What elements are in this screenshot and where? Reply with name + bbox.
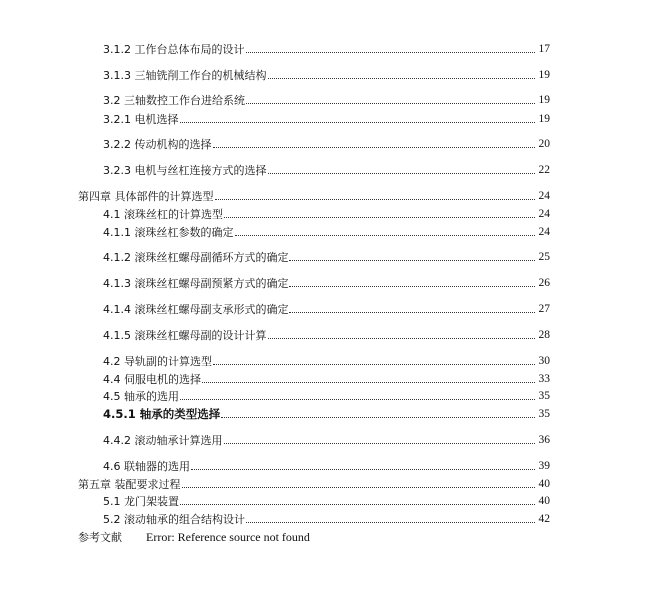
toc-entry[interactable] bbox=[103, 248, 550, 264]
toc-entry[interactable] bbox=[103, 457, 550, 473]
toc-entry-title: 5.2 滚动轴承的组合结构设计 bbox=[103, 513, 245, 526]
toc-entry-title: 3.2.3 电机与丝杠连接方式的选择 bbox=[103, 164, 267, 177]
toc-entry-title: 4.1.3 滚珠丝杠螺母副预紧方式的确定 bbox=[103, 277, 289, 290]
toc-entry-page: 24 bbox=[538, 208, 550, 220]
toc-entry-bold[interactable] bbox=[103, 405, 550, 421]
reference-error-text: Error: Reference source not found bbox=[146, 530, 310, 544]
toc-dot-leader bbox=[235, 235, 536, 236]
toc-entry[interactable] bbox=[103, 352, 550, 368]
toc-dot-leader bbox=[180, 399, 535, 400]
toc-entry[interactable] bbox=[103, 66, 550, 82]
toc-entry-page: 19 bbox=[538, 113, 550, 125]
toc-entry-page: 36 bbox=[538, 434, 550, 446]
toc-dot-leader bbox=[268, 78, 536, 79]
toc-dot-leader bbox=[191, 469, 535, 470]
toc-entry[interactable] bbox=[103, 387, 550, 403]
toc-entry-title: 4.4.2 滚动轴承计算选用 bbox=[103, 434, 223, 447]
toc-entry-title: 4.4 伺服电机的选择 bbox=[103, 373, 201, 386]
toc-dot-leader bbox=[182, 487, 536, 488]
toc-dot-leader bbox=[215, 199, 536, 200]
toc-dot-leader bbox=[180, 122, 536, 123]
toc-entry-page: 22 bbox=[538, 164, 550, 176]
toc-dot-leader bbox=[224, 443, 536, 444]
toc-entry-page: 33 bbox=[538, 373, 550, 385]
toc-dot-leader bbox=[268, 338, 536, 339]
toc-entry-page: 25 bbox=[538, 251, 550, 263]
toc-entry[interactable] bbox=[103, 326, 550, 342]
toc-entry-page: 17 bbox=[538, 43, 550, 55]
toc-entry-title: 第四章 具体部件的计算选型 bbox=[78, 190, 214, 203]
toc-dot-leader bbox=[289, 286, 535, 287]
toc-entry[interactable] bbox=[103, 205, 550, 221]
toc-entry-page: 35 bbox=[538, 390, 550, 402]
toc-entry[interactable] bbox=[103, 370, 550, 386]
toc-entry[interactable] bbox=[103, 223, 550, 239]
toc-entry-page: 40 bbox=[538, 478, 550, 490]
toc-entry-page: 19 bbox=[538, 94, 550, 106]
toc-entry-title: 4.2 导轨副的计算选型 bbox=[103, 355, 212, 368]
toc-entry-title: 3.1.2 工作台总体布局的设计 bbox=[103, 43, 245, 56]
toc-entry[interactable] bbox=[103, 135, 550, 151]
toc-dot-leader bbox=[246, 522, 535, 523]
toc-entry[interactable] bbox=[103, 431, 550, 447]
toc-entry-page: 42 bbox=[538, 513, 550, 525]
toc-entry[interactable] bbox=[103, 161, 550, 177]
toc-entry-title: 3.2.2 传动机构的选择 bbox=[103, 138, 212, 151]
toc-dot-leader bbox=[246, 52, 536, 53]
toc-dot-leader bbox=[202, 382, 535, 383]
toc-entry-page: 24 bbox=[538, 190, 550, 202]
toc-entry-page: 39 bbox=[538, 460, 550, 472]
toc-entry[interactable] bbox=[103, 274, 550, 290]
toc-entry-title: 3.2 三轴数控工作台进给系统 bbox=[103, 94, 245, 107]
toc-entry[interactable] bbox=[103, 91, 550, 107]
toc-entry-page: 30 bbox=[538, 355, 550, 367]
toc-dot-leader bbox=[289, 260, 535, 261]
toc-entry-page: 27 bbox=[538, 303, 550, 315]
toc-entry-title: 4.5.1 轴承的类型选择 bbox=[103, 407, 221, 421]
toc-dot-leader bbox=[213, 147, 536, 148]
references-label: 参考文献 bbox=[78, 531, 122, 544]
toc-dot-leader bbox=[180, 504, 535, 505]
toc-dot-leader bbox=[289, 312, 535, 313]
toc-entry[interactable] bbox=[103, 492, 550, 508]
toc-entry-title: 4.1 滚珠丝杠的计算选型 bbox=[103, 208, 223, 221]
toc-dot-leader bbox=[268, 173, 536, 174]
toc-entry[interactable] bbox=[103, 300, 550, 316]
toc-entry-title: 4.1.5 滚珠丝杠螺母副的设计计算 bbox=[103, 329, 267, 342]
toc-dot-leader bbox=[246, 103, 535, 104]
references-entry[interactable] bbox=[78, 528, 310, 544]
toc-entry-title: 4.1.4 滚珠丝杠螺母副支承形式的确定 bbox=[103, 303, 289, 316]
toc-entry-page: 20 bbox=[538, 138, 550, 150]
toc-entry-title: 4.1.2 滚珠丝杠螺母副循环方式的确定 bbox=[103, 251, 289, 264]
toc-dot-leader bbox=[213, 364, 535, 365]
toc-entry-page: 24 bbox=[538, 226, 550, 238]
toc-dot-leader bbox=[221, 417, 535, 418]
toc-entry[interactable] bbox=[103, 40, 550, 56]
toc-entry-page: 40 bbox=[538, 495, 550, 507]
toc-entry-title: 3.2.1 电机选择 bbox=[103, 113, 179, 126]
toc-chapter-entry[interactable] bbox=[78, 187, 550, 203]
toc-entry-page: 35 bbox=[538, 408, 550, 420]
toc-entry-title: 5.1 龙门架装置 bbox=[103, 495, 179, 508]
toc-entry-title: 3.1.3 三轴铣削工作台的机械结构 bbox=[103, 69, 267, 82]
toc-entry[interactable] bbox=[103, 110, 550, 126]
toc-entry-page: 26 bbox=[538, 277, 550, 289]
toc-entry[interactable] bbox=[103, 510, 550, 526]
toc-entry-title: 4.1.1 滚珠丝杠参数的确定 bbox=[103, 226, 234, 239]
toc-entry-page: 28 bbox=[538, 329, 550, 341]
toc-chapter-entry[interactable] bbox=[78, 475, 550, 491]
toc-entry-title: 4.6 联轴器的选用 bbox=[103, 460, 190, 473]
toc-entry-title: 第五章 装配要求过程 bbox=[78, 478, 181, 491]
toc-entry-title: 4.5 轴承的选用 bbox=[103, 390, 179, 403]
toc-entry-page: 19 bbox=[538, 69, 550, 81]
toc-dot-leader bbox=[224, 217, 535, 218]
